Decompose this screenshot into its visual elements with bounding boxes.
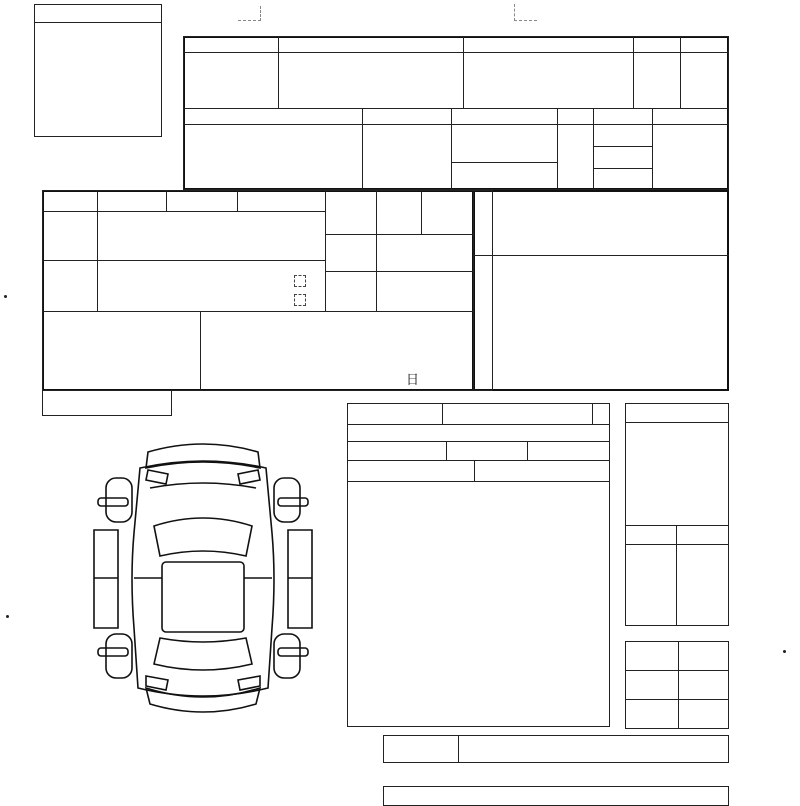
meter-km bbox=[592, 403, 610, 425]
color-change-label bbox=[557, 108, 594, 125]
name-cell bbox=[278, 52, 464, 109]
door-cell bbox=[633, 52, 681, 109]
designation-cell bbox=[593, 124, 653, 147]
model-designation-label bbox=[593, 108, 653, 125]
lower-form-box bbox=[383, 786, 729, 806]
shape-label bbox=[680, 36, 729, 53]
name-label bbox=[278, 36, 464, 53]
ac-label bbox=[325, 234, 377, 272]
lot-box bbox=[34, 4, 162, 137]
margin-dot bbox=[4, 295, 7, 298]
door-label bbox=[633, 36, 681, 53]
exterior-color-label bbox=[451, 108, 558, 125]
jack-label bbox=[625, 641, 679, 671]
interior-cell bbox=[625, 544, 677, 626]
chassis-cell bbox=[458, 735, 729, 763]
inspector-title bbox=[347, 424, 610, 442]
mirror-label bbox=[347, 460, 475, 482]
color-cell bbox=[451, 124, 558, 190]
sales-points-label bbox=[473, 255, 493, 391]
capacity-label bbox=[652, 108, 729, 125]
own-use bbox=[97, 190, 167, 212]
car-diagram bbox=[88, 438, 318, 723]
inspection-cell bbox=[97, 211, 326, 261]
grade-cell bbox=[463, 52, 634, 109]
color-change-cell bbox=[557, 124, 594, 190]
fuel-label bbox=[325, 271, 377, 312]
class-label bbox=[593, 146, 653, 169]
fuel-cell bbox=[376, 271, 474, 312]
shape-cell bbox=[680, 52, 729, 109]
chip-label bbox=[446, 441, 528, 461]
mile-checkbox[interactable] bbox=[294, 294, 306, 306]
spare-label bbox=[625, 699, 679, 729]
repair-cell bbox=[42, 311, 201, 391]
km-checkbox[interactable] bbox=[294, 275, 306, 287]
glass-label bbox=[347, 441, 447, 461]
meter-label bbox=[347, 403, 443, 425]
displacement-cell bbox=[362, 124, 452, 190]
type-label bbox=[183, 108, 363, 125]
puncture-option bbox=[678, 670, 729, 700]
grade-label bbox=[463, 36, 634, 53]
notes-cell bbox=[200, 311, 474, 391]
lot-label bbox=[35, 5, 161, 23]
spare-option bbox=[678, 699, 729, 729]
jack-option bbox=[678, 641, 729, 671]
mileage-cell bbox=[97, 260, 326, 312]
capacity-cell bbox=[652, 124, 729, 190]
dashed-corner bbox=[514, 4, 537, 21]
mileage-label bbox=[42, 260, 98, 312]
interior-label bbox=[625, 525, 677, 545]
shift-options bbox=[376, 190, 422, 235]
year-cell bbox=[183, 52, 279, 109]
dashed-corner bbox=[238, 6, 261, 21]
puncture-label bbox=[625, 670, 679, 700]
year-label bbox=[183, 36, 279, 53]
recycle-label bbox=[42, 390, 172, 416]
history-label bbox=[42, 190, 98, 212]
shift-cell bbox=[421, 190, 474, 235]
crack-label bbox=[527, 441, 610, 461]
shift-label bbox=[325, 190, 377, 235]
exterior-cell bbox=[676, 544, 729, 626]
business-use bbox=[237, 190, 326, 212]
ac-cell bbox=[376, 234, 474, 272]
margin-dot bbox=[6, 615, 9, 618]
equipment-label bbox=[473, 190, 493, 256]
inspection-label bbox=[42, 211, 98, 261]
displacement-label bbox=[362, 108, 452, 125]
margin-dot bbox=[783, 650, 786, 653]
score-label bbox=[625, 403, 729, 423]
wheel-label bbox=[474, 460, 610, 482]
name-change-day: 日 bbox=[406, 373, 420, 388]
exterior-label bbox=[676, 525, 729, 545]
equipment-box bbox=[473, 190, 729, 391]
type-cell bbox=[183, 124, 363, 190]
class-cell bbox=[593, 168, 653, 190]
rental bbox=[166, 190, 238, 212]
chassis-label bbox=[383, 735, 459, 763]
